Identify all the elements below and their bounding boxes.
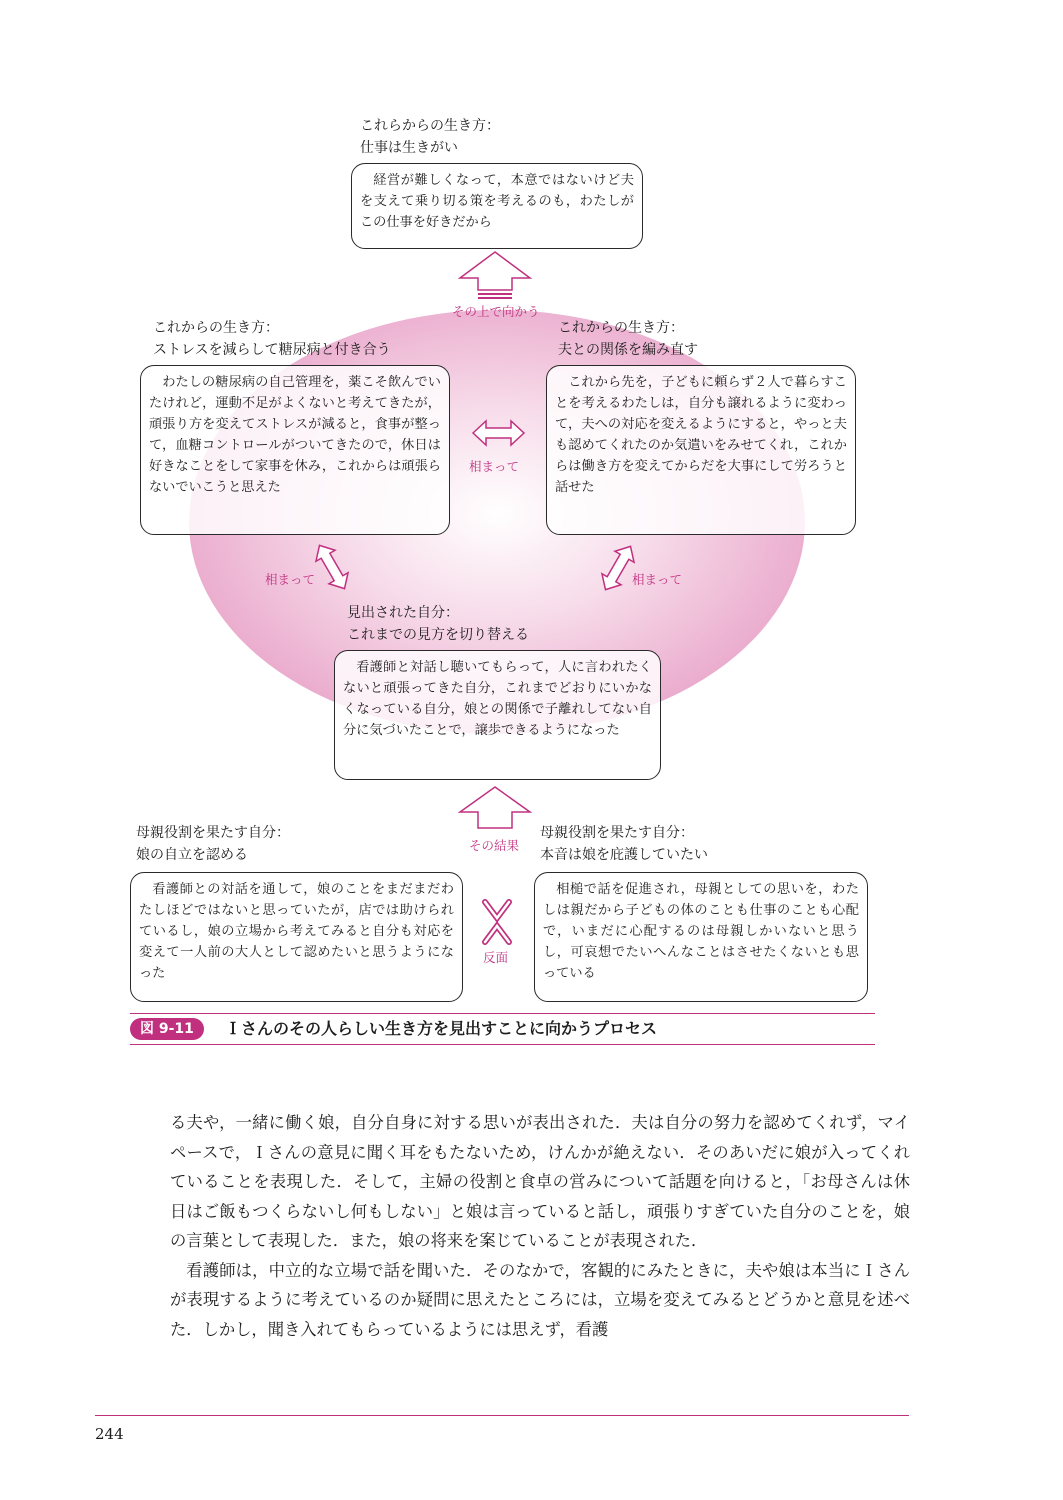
right-heading-line1: これからの生き方： [558,320,684,336]
page-number: 244 [95,1425,124,1443]
bottom-right-heading-line2: 本音は娘を庇護していたい [540,847,708,863]
bottom-right-heading [540,822,708,866]
right-heading [558,317,698,361]
center-heading-line2: これまでの見方を切り替える [347,627,529,643]
bottom-left-heading-line2: 娘の自立を認める [136,847,248,863]
connector-label-upward: その上で向かう [452,304,540,319]
center-box-text: 看護師と対話し聴いてもらって，人に言われたくないと頑張ってきた自分，これまでどおりにいかなくなっている自分，娘との関係で子離れしてない自分に気づいたことで，譲歩できるようになった [343,660,652,738]
bottom-right-box-text: 相槌で話を促進され，母親としての思いを，わたしは親だから子どもの体のことも仕事のことも心配で，いまだに心配するのは母親しかいないと思うし，可哀想でたいへんなことはさせたくないとも思っている [543,882,859,981]
figure-caption [130,1013,875,1045]
left-box [140,365,450,535]
bottom-left-heading [136,822,290,866]
connector-label-mutual-left: 相まって [265,572,316,587]
right-box [546,365,856,535]
caption-bottom-rule [130,1044,875,1045]
left-heading-line1: これからの生き方： [153,320,279,336]
top-heading-line1: これらからの生き方： [360,118,500,134]
up-arrow-bottom [460,787,530,828]
left-box-text: わたしの糖尿病の自己管理を，薬こそ飲んでいたけれど，運動不足がよくないと考えてきたが，頑張り方を変えてストレスが減ると，食事が整って，血糖コントロールがついてきたので，休日は好きなことをして家事を休み，これからは頑張らないでいこうと思えた [149,375,441,495]
right-heading-line2: 夫との関係を編み直す [558,342,698,358]
top-heading [360,115,500,159]
bottom-left-box [130,872,463,1002]
top-box [351,163,643,249]
center-heading-line1: 見出された自分： [347,605,459,621]
left-heading-line2: ストレスを減らして糖尿病と付き合う [153,342,391,358]
connector-label-result: その結果 [469,838,520,853]
bottom-right-box [534,872,868,1002]
up-arrow-top [460,252,530,290]
body-paragraph-1: る夫や，一緒に働く娘，自分自身に対する思いが表出された．夫は自分の努力を認めてくれず，マイペースで，Ｉさんの意見に聞く耳をもたないため，けんかが絶えない．そのあいだに娘が入ってくれていることを表現した．そして，主婦の役割と食卓の営みについて話題を向けると，「お母さんは休日はご飯もつくらないし何もしない」と娘は言っていると話し，頑張りすぎていた自分のことを，娘の言葉として表現した．また，娘の将来を案じていることが表現された． [170,1113,910,1250]
top-box-text: 経営が難しくなって，本意ではないけど夫を支えて乗り切る策を考えるのも，わたしがこの仕事を好きだから [360,173,634,230]
body-paragraph-2: 看護師は，中立的な立場で話を聞いた．そのなかで，客観的にみたときに，夫や娘は本当にＩさんが表現するように考えているのか疑問に思えたところには，立場を変えてみるとどうかと意見を述べた．しかし，聞き入れてもらっているようには思えず，看護 [170,1260,910,1339]
figure-title: Ｉさんのその人らしい生き方を見出すことに向かうプロセス [225,1019,658,1038]
caption-top-rule [130,1013,875,1014]
connector-label-reverse: 反面 [483,950,509,965]
connector-label-mutual-top: 相まって [469,459,520,474]
connector-label-mutual-right: 相まって [632,572,683,587]
footer-rule [95,1415,909,1416]
right-box-text: これから先を，子どもに頼らず２人で暮らすことを考えるわたしは，自分も譲れるように変わって，夫への対応を変えるようにすると，やっと夫も認めてくれたのか気遣いをみせてくれ，これからは働き方を変えてからだを大事にして労ろうと話せた [555,375,847,495]
bottom-left-box-text: 看護師との対話を通して，娘のことをまだまだわたしほどではないと思っていたが，店では助けられているし，娘の立場から考えてみると自分も対応を変えて一人前の大人として認めたいと思うようになった [139,882,454,981]
center-heading [347,602,529,646]
figure-number-badge: 図 9-11 [130,1018,204,1040]
center-box [334,650,661,780]
bottom-left-heading-line1: 母親役割を果たす自分： [136,825,290,841]
left-heading [153,317,391,361]
bottom-right-heading-line1: 母親役割を果たす自分： [540,825,694,841]
top-heading-line2: 仕事は生きがい [360,140,458,156]
body-text [170,1108,910,1344]
